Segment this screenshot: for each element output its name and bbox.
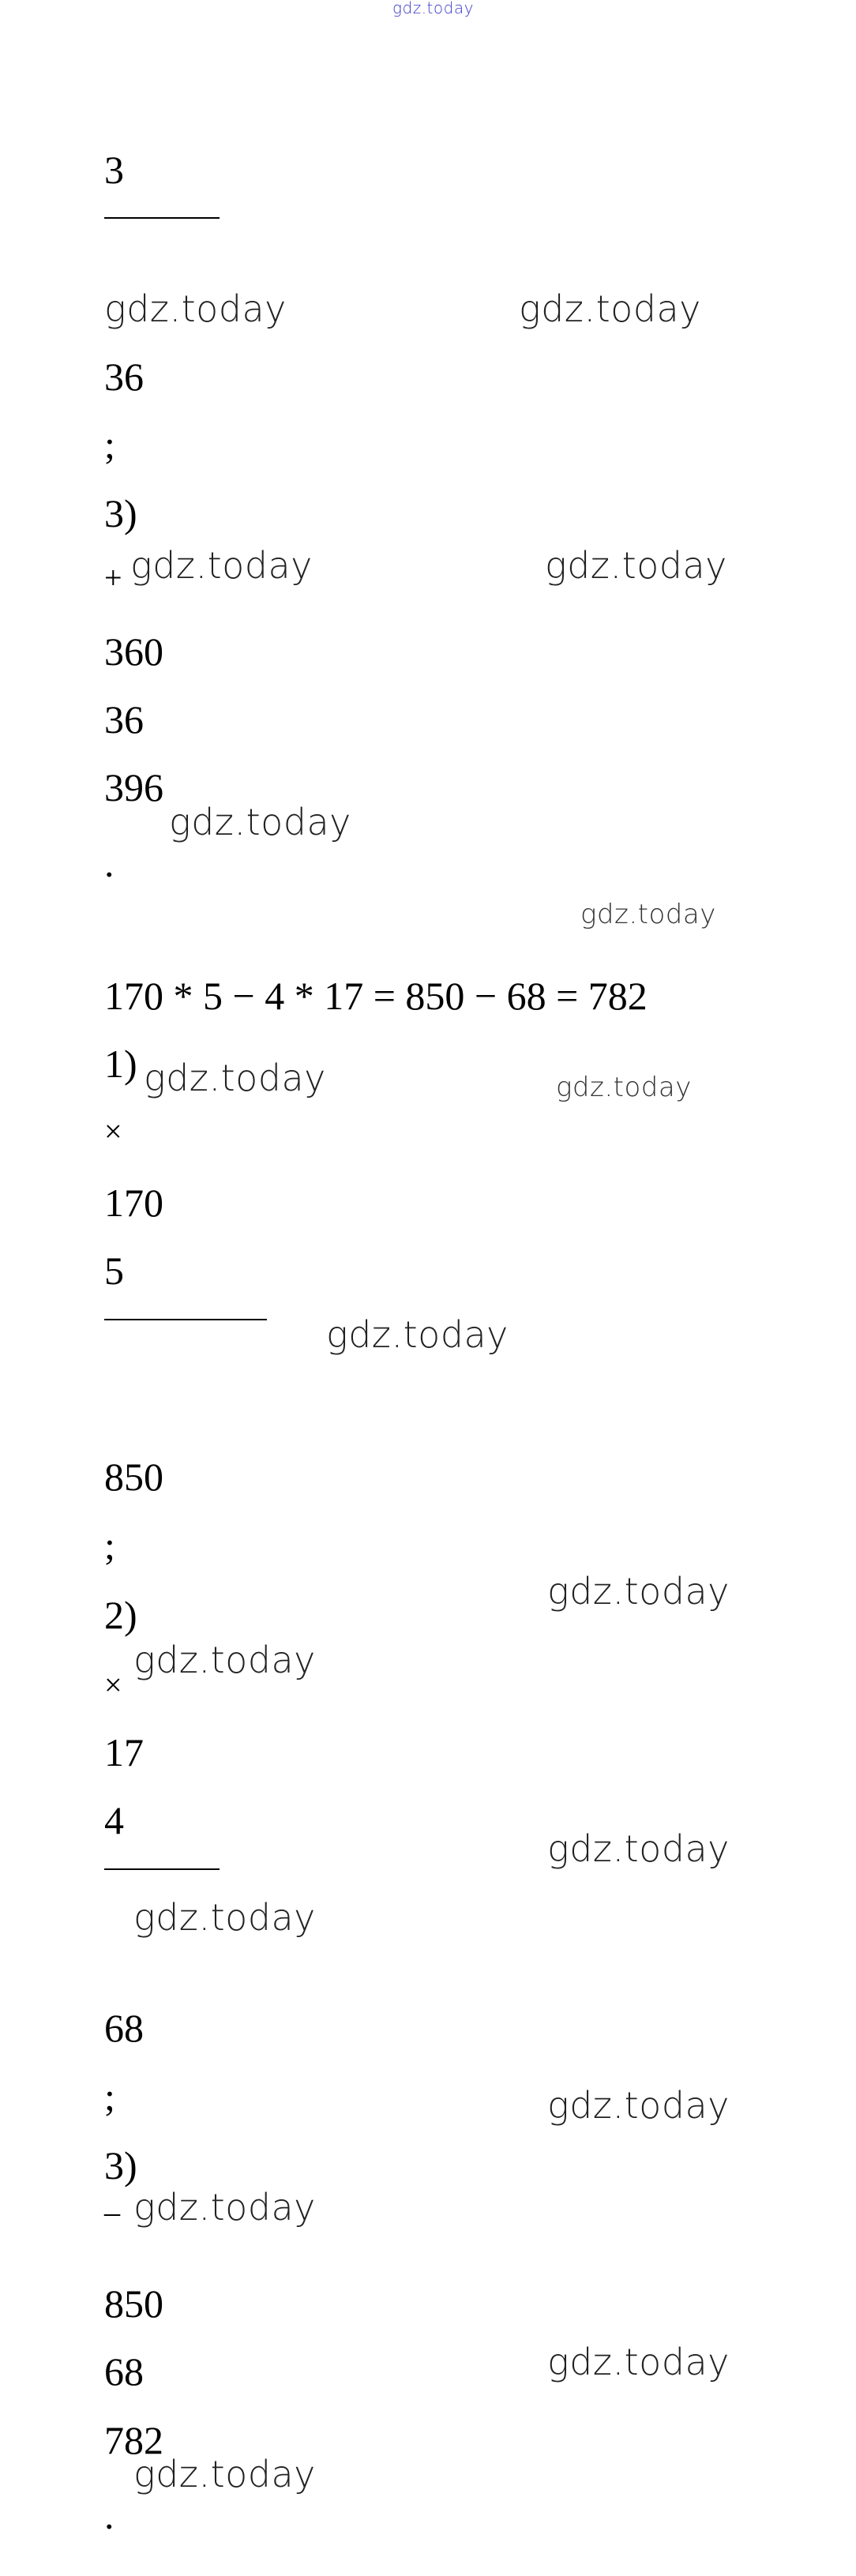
separator-text: ; (104, 422, 115, 467)
watermark-text: gdz.today (133, 1896, 316, 1939)
watermark-text: gdz.today (556, 1072, 692, 1103)
product-rule (104, 1868, 220, 1870)
watermark-text: gdz.today (130, 544, 313, 587)
number-line: 36 (104, 697, 144, 742)
number-line: 17 (104, 1730, 144, 1774)
step-label: 1) (104, 1042, 137, 1086)
main-equation: 170 * 5 − 4 * 17 = 850 − 68 = 782 (104, 974, 648, 1018)
number-line: 170 (104, 1181, 163, 1225)
separator-text: ; (104, 2075, 115, 2119)
watermark-text: gdz.today (133, 2453, 316, 2495)
number-line: 4 (104, 1798, 124, 1842)
watermark-text: gdz.today (144, 1057, 326, 1099)
number-line: 5 (104, 1249, 124, 1293)
plus-sign: + (104, 560, 122, 595)
number-line: 850 (104, 2281, 163, 2326)
watermark-text: gdz.today (133, 1639, 316, 1681)
watermark-text: gdz.today (326, 1313, 509, 1356)
multiply-sign: × (104, 1667, 122, 1703)
watermark-text: gdz.today (547, 2084, 730, 2127)
number-line: 850 (104, 1455, 163, 1499)
end-period: . (104, 2493, 115, 2537)
step-label: 3) (104, 2143, 137, 2187)
watermark-text: gdz.today (104, 287, 287, 330)
product-rule (104, 1319, 267, 1320)
step-label: 3) (104, 491, 137, 535)
number-line: 36 (104, 355, 144, 399)
number-line: 68 (104, 2006, 144, 2050)
division-rule (104, 217, 220, 219)
multiply-sign: × (104, 1113, 122, 1149)
watermark-text: gdz.today (169, 801, 351, 843)
end-period: . (104, 841, 115, 885)
number-line: 782 (104, 2418, 163, 2462)
separator-text: ; (104, 1523, 115, 1568)
watermark-text: gdz.today (547, 1827, 730, 1870)
watermark-text: gdz.today (547, 2341, 730, 2383)
watermark-text: gdz.today (547, 1570, 730, 1613)
watermark-text: gdz.today (545, 544, 727, 587)
step-label: 2) (104, 1593, 137, 1637)
watermark-text: gdz.today (580, 899, 716, 930)
watermark-text: gdz.today (519, 287, 701, 330)
number-line: 68 (104, 2349, 144, 2394)
number-line: 3 (104, 148, 124, 192)
number-line: 360 (104, 629, 163, 674)
header-watermark: gdz.today (392, 0, 474, 17)
minus-sign: _ (104, 2184, 120, 2219)
watermark-text: gdz.today (133, 2186, 316, 2229)
number-line: 396 (104, 765, 163, 809)
